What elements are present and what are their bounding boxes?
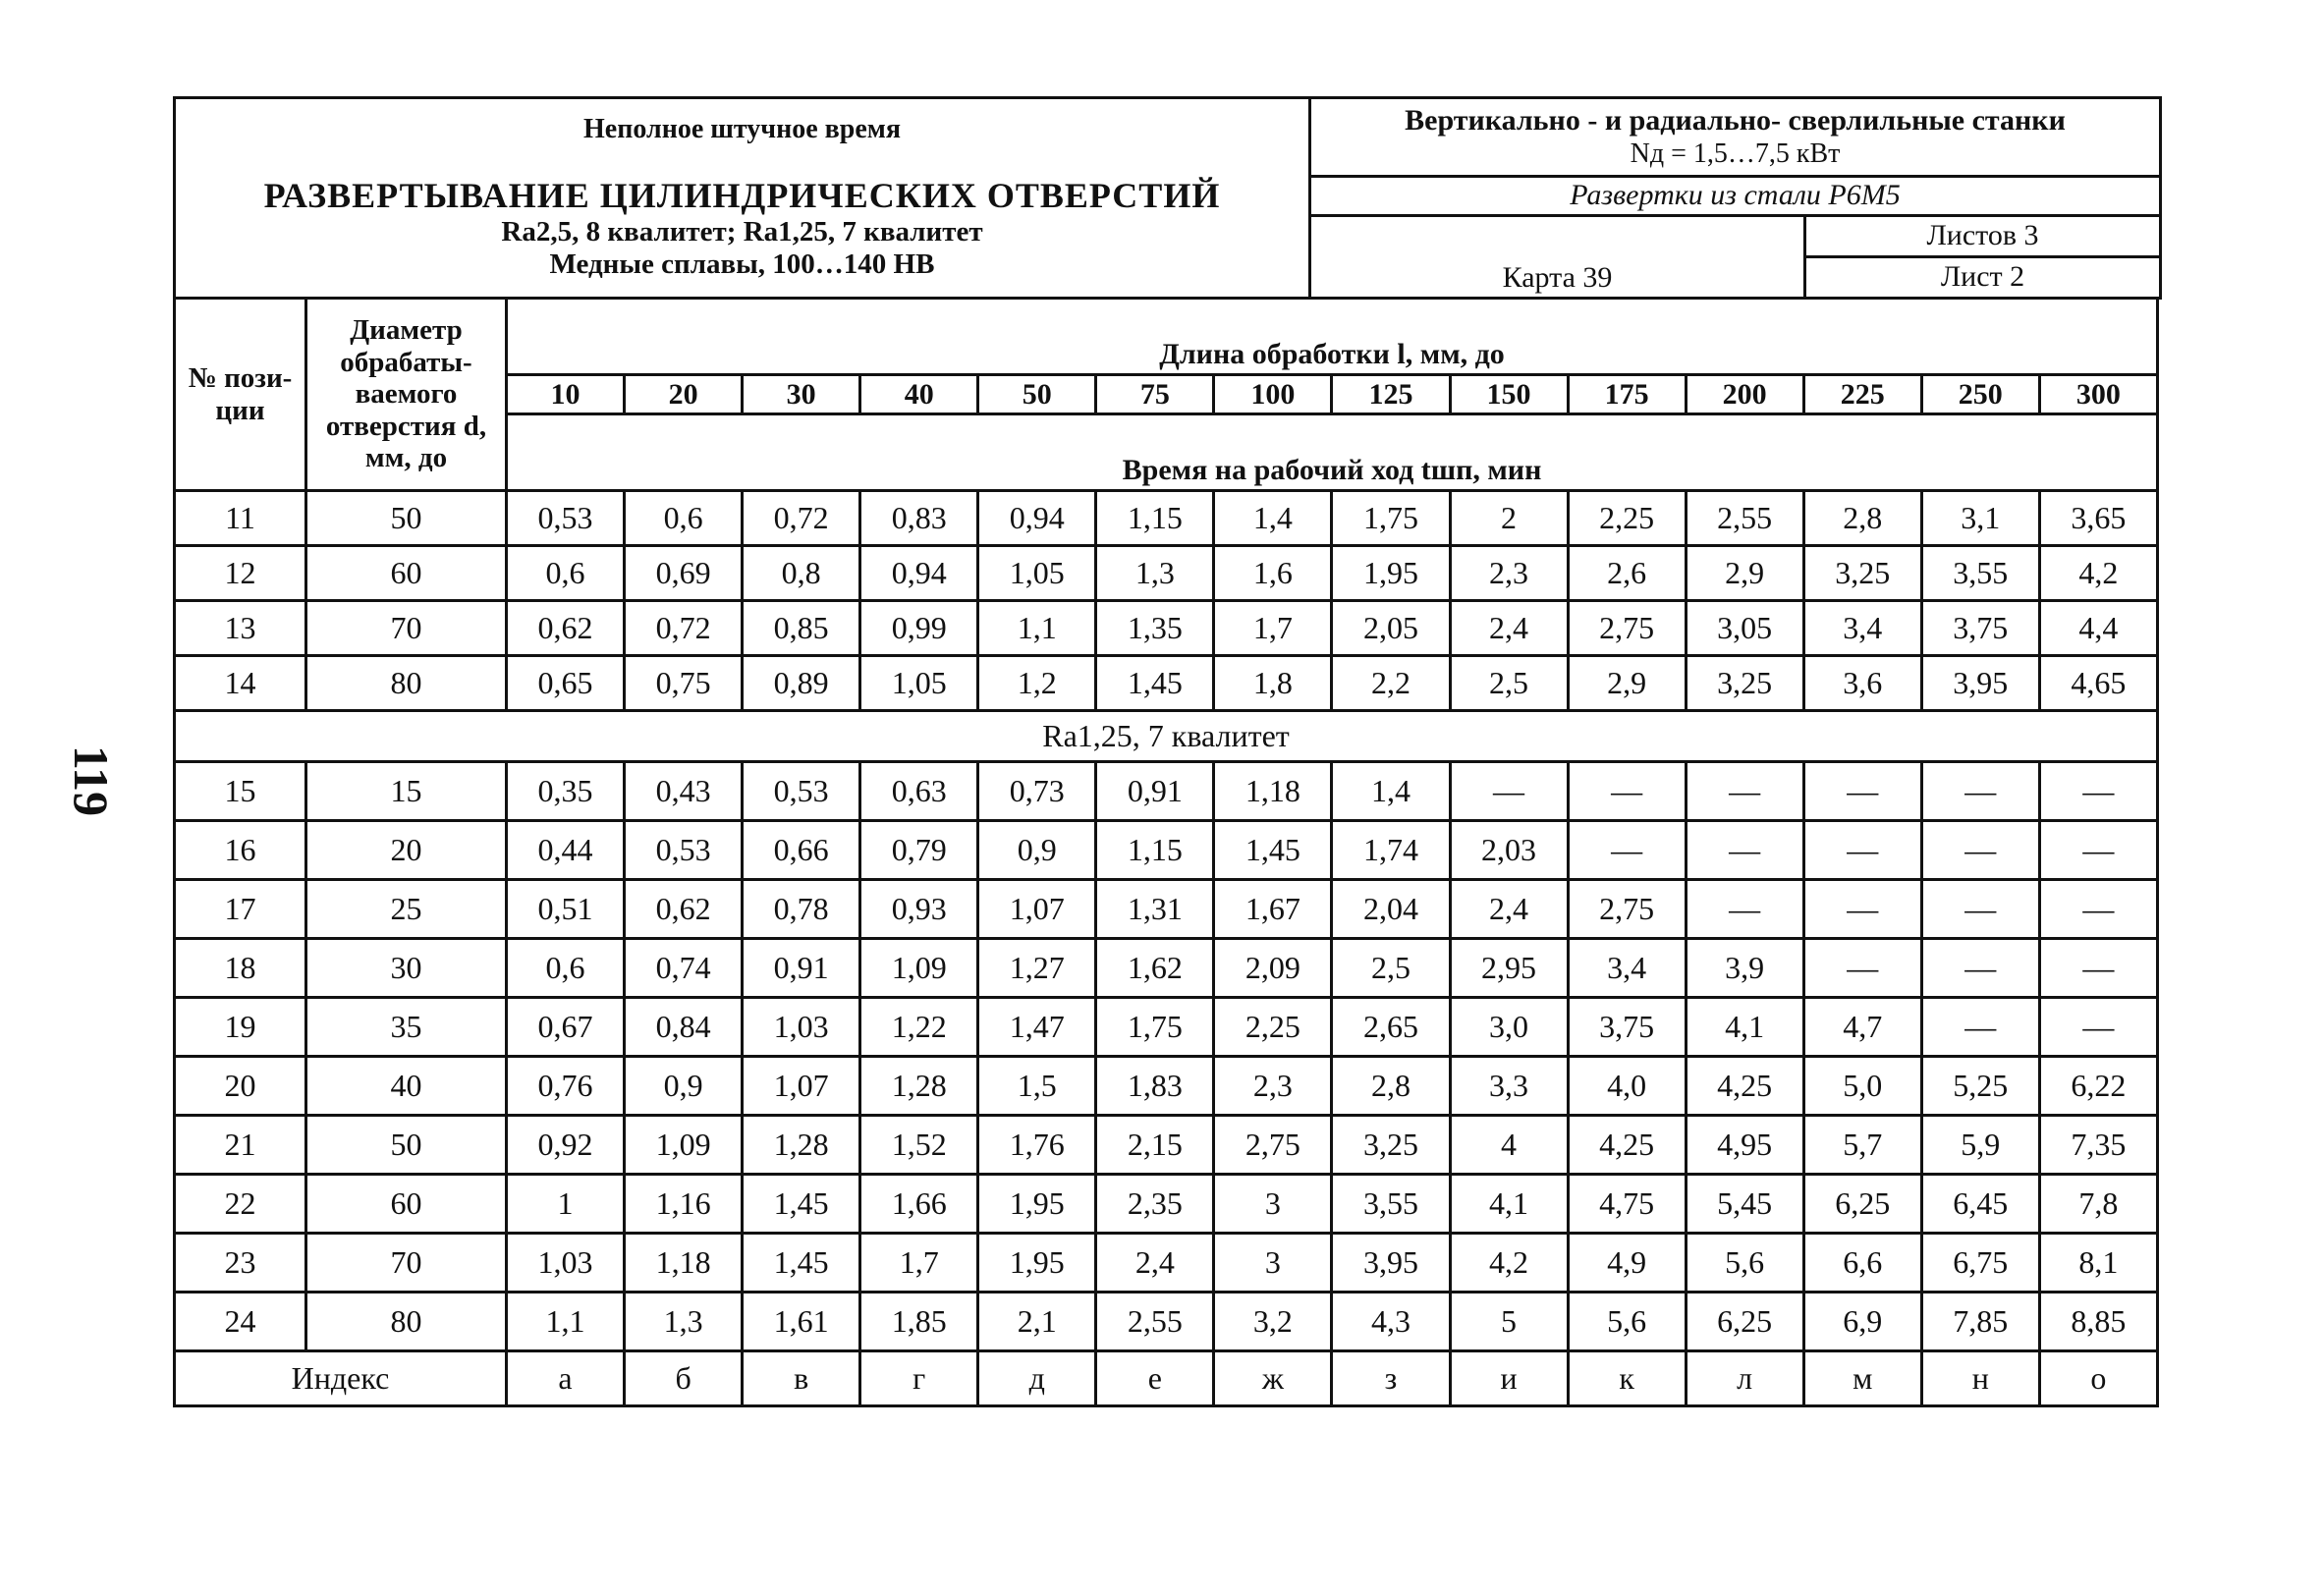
header-machine-power: Nд = 1,5…7,5 кВт (1630, 138, 1841, 169)
time-cell: 1,76 (978, 1116, 1096, 1175)
time-cell: 6,25 (1803, 1175, 1921, 1234)
time-cell: 3,25 (1332, 1116, 1450, 1175)
position-cell: 22 (175, 1175, 306, 1234)
time-cell: 1,18 (625, 1234, 743, 1293)
time-cell: 4,4 (2039, 601, 2157, 656)
time-cell: 1,4 (1332, 762, 1450, 821)
time-cell: 2,65 (1332, 998, 1450, 1057)
time-cell: 0,89 (743, 656, 860, 711)
time-cell: 0,84 (625, 998, 743, 1057)
time-cell: 0,75 (625, 656, 743, 711)
diameter-cell: 70 (306, 601, 507, 656)
time-cell: 0,53 (625, 821, 743, 880)
time-cell: 6,45 (1921, 1175, 2039, 1234)
diameter-cell: 40 (306, 1057, 507, 1116)
time-cell: 5,6 (1686, 1234, 1803, 1293)
time-cell: 1,15 (1096, 821, 1214, 880)
time-cell: 4,2 (1450, 1234, 1568, 1293)
time-cell: 0,9 (625, 1057, 743, 1116)
col-header-position: № пози-ции (175, 299, 306, 491)
position-cell: 20 (175, 1057, 306, 1116)
time-cell: 4,25 (1686, 1057, 1803, 1116)
position-cell: 13 (175, 601, 306, 656)
time-cell: 0,91 (1096, 762, 1214, 821)
time-cell: 1,45 (743, 1234, 860, 1293)
index-cell: а (507, 1351, 625, 1406)
diameter-cell: 80 (306, 1293, 507, 1351)
index-row (175, 1351, 2158, 1406)
time-cell: 1,5 (978, 1057, 1096, 1116)
time-cell: 0,83 (860, 491, 978, 546)
table-row (175, 762, 2158, 821)
time-cell: 1,95 (978, 1175, 1096, 1234)
position-cell: 11 (175, 491, 306, 546)
header-machine-type: Вертикально - и радиально- сверлильные станки (1405, 104, 2066, 138)
position-cell: 14 (175, 656, 306, 711)
time-cell: 3,25 (1686, 656, 1803, 711)
time-cell: — (2039, 762, 2157, 821)
header-accuracy: Ra2,5, 8 квалитет; Ra1,25, 7 квалитет (501, 215, 983, 248)
time-cell: 0,94 (860, 546, 978, 601)
time-cell: — (1686, 821, 1803, 880)
time-cell: 4,1 (1686, 998, 1803, 1057)
index-cell: и (1450, 1351, 1568, 1406)
time-cell: 1,45 (1096, 656, 1214, 711)
time-cell: 1,3 (1096, 546, 1214, 601)
position-cell: 12 (175, 546, 306, 601)
time-cell: 1,62 (1096, 939, 1214, 998)
time-cell: 5,45 (1686, 1175, 1803, 1234)
index-cell: м (1803, 1351, 1921, 1406)
length-value: 175 (1568, 375, 1686, 414)
time-cell: 2,75 (1568, 880, 1686, 939)
time-cell: — (2039, 939, 2157, 998)
length-value: 250 (1921, 375, 2039, 414)
length-header: Длина обработки l, мм, до (507, 299, 2158, 375)
diameter-cell: 50 (306, 491, 507, 546)
time-cell: 1,07 (978, 880, 1096, 939)
time-cell: 2,55 (1686, 491, 1803, 546)
time-cell: 3,65 (2039, 491, 2157, 546)
time-cell: 5,6 (1568, 1293, 1686, 1351)
header-card-number: Карта 39 (1310, 216, 1805, 299)
time-cell: 0,8 (743, 546, 860, 601)
time-cell: — (1921, 762, 2039, 821)
time-cell: 1,74 (1332, 821, 1450, 880)
length-value: 30 (743, 375, 860, 414)
time-cell: 1,7 (1214, 601, 1332, 656)
time-cell: 2,4 (1096, 1234, 1214, 1293)
time-cell: 3,75 (1568, 998, 1686, 1057)
table-row (175, 1175, 2158, 1234)
time-cell: 1,83 (1096, 1057, 1214, 1116)
time-cell: 2,3 (1450, 546, 1568, 601)
table-row (175, 1293, 2158, 1351)
time-cell: 2,35 (1096, 1175, 1214, 1234)
time-cell: 4,0 (1568, 1057, 1686, 1116)
index-cell: к (1568, 1351, 1686, 1406)
time-cell: 1,7 (860, 1234, 978, 1293)
time-cell: 1,07 (743, 1057, 860, 1116)
time-cell: 3,75 (1921, 601, 2039, 656)
length-value: 225 (1803, 375, 1921, 414)
table-row (175, 939, 2158, 998)
time-header: Время на рабочий ход tшп, мин (507, 414, 2158, 491)
time-cell: 2,5 (1332, 939, 1450, 998)
card-header (173, 96, 2162, 300)
index-cell: ж (1214, 1351, 1332, 1406)
time-cell: 3,9 (1686, 939, 1803, 998)
diameter-cell: 30 (306, 939, 507, 998)
rows-ra25 (175, 491, 2158, 711)
header-operation-title: РАЗВЕРТЫВАНИЕ ЦИЛИНДРИЧЕСКИХ ОТВЕРСТИЙ (263, 175, 1221, 215)
time-cell: 0,79 (860, 821, 978, 880)
time-cell: 2,9 (1568, 656, 1686, 711)
time-cell: 1,2 (978, 656, 1096, 711)
col-header-diameter: Диаметр обрабаты-ваемого отверстия d, мм, до (306, 299, 507, 491)
time-cell: 0,73 (978, 762, 1096, 821)
time-cell: 0,92 (507, 1116, 625, 1175)
time-cell: 1,6 (1214, 546, 1332, 601)
header-machines (1310, 98, 2161, 177)
table-row (175, 1234, 2158, 1293)
time-cell: 0,72 (625, 601, 743, 656)
time-cell: 3,3 (1450, 1057, 1568, 1116)
time-cell: 0,76 (507, 1057, 625, 1116)
index-cell: д (978, 1351, 1096, 1406)
time-cell: 1,15 (1096, 491, 1214, 546)
length-value: 40 (860, 375, 978, 414)
time-cell: 1,75 (1096, 998, 1214, 1057)
time-cell: 8,1 (2039, 1234, 2157, 1293)
time-cell: 2,75 (1568, 601, 1686, 656)
time-cell: 3,2 (1214, 1293, 1332, 1351)
time-cell: 1,75 (1332, 491, 1450, 546)
time-cell: 3,6 (1803, 656, 1921, 711)
time-table (173, 297, 2159, 1407)
time-cell: — (1803, 880, 1921, 939)
time-cell: 0,53 (743, 762, 860, 821)
time-cell: 6,25 (1686, 1293, 1803, 1351)
time-cell: — (1921, 939, 2039, 998)
time-cell: 2,75 (1214, 1116, 1332, 1175)
time-cell: 1,95 (1332, 546, 1450, 601)
table-row (175, 491, 2158, 546)
diameter-cell: 80 (306, 656, 507, 711)
time-cell: 1,22 (860, 998, 978, 1057)
time-cell: 7,8 (2039, 1175, 2157, 1234)
time-cell: 0,44 (507, 821, 625, 880)
diameter-cell: 15 (306, 762, 507, 821)
time-cell: 2,8 (1332, 1057, 1450, 1116)
table-row (175, 1116, 2158, 1175)
table-row (175, 880, 2158, 939)
length-value: 50 (978, 375, 1096, 414)
time-cell: 1,27 (978, 939, 1096, 998)
time-cell: 1,8 (1214, 656, 1332, 711)
time-cell: 4,65 (2039, 656, 2157, 711)
time-cell: 3,25 (1803, 546, 1921, 601)
rows-ra125 (175, 762, 2158, 1351)
diameter-cell: 20 (306, 821, 507, 880)
time-cell: 4,1 (1450, 1175, 1568, 1234)
time-cell: 1,35 (1096, 601, 1214, 656)
time-cell: 3 (1214, 1234, 1332, 1293)
time-cell: 0,85 (743, 601, 860, 656)
time-cell: 1,1 (978, 601, 1096, 656)
index-cell: н (1921, 1351, 2039, 1406)
time-cell: 3,4 (1803, 601, 1921, 656)
time-cell: 3,55 (1332, 1175, 1450, 1234)
time-cell: — (1686, 762, 1803, 821)
length-value: 150 (1450, 375, 1568, 414)
time-cell: 1 (507, 1175, 625, 1234)
time-cell: 2,2 (1332, 656, 1450, 711)
time-cell: 0,63 (860, 762, 978, 821)
time-cell: — (1568, 762, 1686, 821)
time-cell: 7,85 (1921, 1293, 2039, 1351)
time-cell: 1,31 (1096, 880, 1214, 939)
time-cell: 6,22 (2039, 1057, 2157, 1116)
position-cell: 23 (175, 1234, 306, 1293)
time-cell: 1,03 (743, 998, 860, 1057)
time-cell: 1,09 (625, 1116, 743, 1175)
time-cell: 2,95 (1450, 939, 1568, 998)
time-cell: 2 (1450, 491, 1568, 546)
length-value: 10 (507, 375, 625, 414)
time-cell: — (1921, 821, 2039, 880)
time-cell: 4,95 (1686, 1116, 1803, 1175)
time-cell: 0,6 (507, 546, 625, 601)
time-cell: — (2039, 880, 2157, 939)
time-cell: 0,69 (625, 546, 743, 601)
time-cell: 0,6 (625, 491, 743, 546)
time-cell: 1,47 (978, 998, 1096, 1057)
time-cell: 2,9 (1686, 546, 1803, 601)
time-cell: 0,51 (507, 880, 625, 939)
time-cell: 2,04 (1332, 880, 1450, 939)
time-cell: 5 (1450, 1293, 1568, 1351)
time-cell: 2,09 (1214, 939, 1332, 998)
time-cell: 2,4 (1450, 880, 1568, 939)
time-cell: 0,9 (978, 821, 1096, 880)
header-sheets-total: Листов 3 (1805, 216, 2161, 257)
table-row (175, 998, 2158, 1057)
time-cell: 1,95 (978, 1234, 1096, 1293)
time-cell: 5,0 (1803, 1057, 1921, 1116)
section-ra125-label: Ra1,25, 7 квалитет (175, 711, 2158, 762)
time-cell: 1,16 (625, 1175, 743, 1234)
time-cell: 3,95 (1332, 1234, 1450, 1293)
time-cell: 2,1 (978, 1293, 1096, 1351)
index-label: Индекс (175, 1351, 507, 1406)
table-row (175, 1057, 2158, 1116)
time-cell: 8,85 (2039, 1293, 2157, 1351)
time-cell: 0,6 (507, 939, 625, 998)
time-cell: 1,28 (860, 1057, 978, 1116)
time-cell: 0,91 (743, 939, 860, 998)
time-cell: — (1921, 880, 2039, 939)
time-cell: 3,0 (1450, 998, 1568, 1057)
position-cell: 24 (175, 1293, 306, 1351)
time-cell: 2,03 (1450, 821, 1568, 880)
time-cell: 1,4 (1214, 491, 1332, 546)
time-cell: 1,1 (507, 1293, 625, 1351)
time-cell: 1,67 (1214, 880, 1332, 939)
time-cell: 4,9 (1568, 1234, 1686, 1293)
diameter-cell: 35 (306, 998, 507, 1057)
time-cell: 1,03 (507, 1234, 625, 1293)
position-cell: 21 (175, 1116, 306, 1175)
header-title-block (175, 98, 1310, 299)
time-cell: — (1450, 762, 1568, 821)
time-cell: 0,35 (507, 762, 625, 821)
time-cell: 1,66 (860, 1175, 978, 1234)
time-cell: — (1803, 939, 1921, 998)
time-cell: 4 (1450, 1116, 1568, 1175)
time-cell: 1,45 (1214, 821, 1332, 880)
index-cell: о (2039, 1351, 2157, 1406)
time-cell: 2,4 (1450, 601, 1568, 656)
index-cell: б (625, 1351, 743, 1406)
time-cell: 2,5 (1450, 656, 1568, 711)
time-cell: 3,95 (1921, 656, 2039, 711)
time-cell: 2,3 (1214, 1057, 1332, 1116)
table-row (175, 546, 2158, 601)
time-cell: 2,05 (1332, 601, 1450, 656)
time-cell: 1,3 (625, 1293, 743, 1351)
time-cell: 2,15 (1096, 1116, 1214, 1175)
diameter-cell: 25 (306, 880, 507, 939)
length-value: 200 (1686, 375, 1803, 414)
time-cell: 6,9 (1803, 1293, 1921, 1351)
page-number: 119 (64, 744, 119, 817)
header-tool: Развертки из стали Р6М5 (1310, 177, 2161, 216)
time-cell: 0,93 (860, 880, 978, 939)
time-cell: 0,78 (743, 880, 860, 939)
length-value: 125 (1332, 375, 1450, 414)
time-cell: — (1803, 821, 1921, 880)
time-cell: 0,43 (625, 762, 743, 821)
time-cell: 3,1 (1921, 491, 2039, 546)
time-cell: 5,9 (1921, 1116, 2039, 1175)
time-cell: 2,55 (1096, 1293, 1214, 1351)
time-cell: — (1686, 880, 1803, 939)
length-value: 300 (2039, 375, 2157, 414)
header-sheet-number: Лист 2 (1805, 257, 2161, 299)
index-cell: л (1686, 1351, 1803, 1406)
time-cell: 0,62 (625, 880, 743, 939)
diameter-cell: 60 (306, 1175, 507, 1234)
time-cell: 0,66 (743, 821, 860, 880)
length-value: 75 (1096, 375, 1214, 414)
time-cell: 1,45 (743, 1175, 860, 1234)
diameter-cell: 60 (306, 546, 507, 601)
time-cell: 1,52 (860, 1116, 978, 1175)
time-cell: 0,67 (507, 998, 625, 1057)
time-cell: 5,7 (1803, 1116, 1921, 1175)
time-cell: — (1921, 998, 2039, 1057)
position-cell: 18 (175, 939, 306, 998)
time-cell: 5,25 (1921, 1057, 2039, 1116)
header-time-type: Неполное штучное время (583, 114, 901, 145)
time-cell: 1,05 (860, 656, 978, 711)
time-cell: — (2039, 998, 2157, 1057)
time-cell: 1,05 (978, 546, 1096, 601)
length-value: 100 (1214, 375, 1332, 414)
time-cell: 2,8 (1803, 491, 1921, 546)
diameter-cell: 70 (306, 1234, 507, 1293)
time-cell: 6,6 (1803, 1234, 1921, 1293)
time-cell: — (1568, 821, 1686, 880)
length-value: 20 (625, 375, 743, 414)
time-cell: 4,25 (1568, 1116, 1686, 1175)
table-row (175, 656, 2158, 711)
time-cell: 3,4 (1568, 939, 1686, 998)
time-cell: 4,3 (1332, 1293, 1450, 1351)
position-cell: 19 (175, 998, 306, 1057)
time-cell: 0,74 (625, 939, 743, 998)
time-cell: 0,94 (978, 491, 1096, 546)
time-cell: 1,28 (743, 1116, 860, 1175)
time-cell: 2,25 (1568, 491, 1686, 546)
position-cell: 17 (175, 880, 306, 939)
time-cell: 4,2 (2039, 546, 2157, 601)
time-cell: 7,35 (2039, 1116, 2157, 1175)
time-cell: 3,05 (1686, 601, 1803, 656)
time-cell: 1,09 (860, 939, 978, 998)
time-cell: 0,53 (507, 491, 625, 546)
table-row (175, 821, 2158, 880)
time-cell: 0,65 (507, 656, 625, 711)
time-cell: 4,7 (1803, 998, 1921, 1057)
diameter-cell: 50 (306, 1116, 507, 1175)
section-row (175, 711, 2158, 762)
time-cell: 0,72 (743, 491, 860, 546)
index-cell: е (1096, 1351, 1214, 1406)
time-cell: 0,99 (860, 601, 978, 656)
time-cell: 2,6 (1568, 546, 1686, 601)
position-cell: 16 (175, 821, 306, 880)
index-cell: з (1332, 1351, 1450, 1406)
table-row (175, 601, 2158, 656)
header-material: Медные сплавы, 100…140 НВ (549, 248, 935, 281)
index-cell: в (743, 1351, 860, 1406)
time-cell: 1,61 (743, 1293, 860, 1351)
time-cell: 3 (1214, 1175, 1332, 1234)
time-cell: 3,55 (1921, 546, 2039, 601)
index-cell: г (860, 1351, 978, 1406)
time-cell: 6,75 (1921, 1234, 2039, 1293)
time-cell: 1,85 (860, 1293, 978, 1351)
time-cell: 1,18 (1214, 762, 1332, 821)
time-cell: 4,75 (1568, 1175, 1686, 1234)
time-cell: 2,25 (1214, 998, 1332, 1057)
position-cell: 15 (175, 762, 306, 821)
time-cell: — (2039, 821, 2157, 880)
time-cell: — (1803, 762, 1921, 821)
time-cell: 0,62 (507, 601, 625, 656)
